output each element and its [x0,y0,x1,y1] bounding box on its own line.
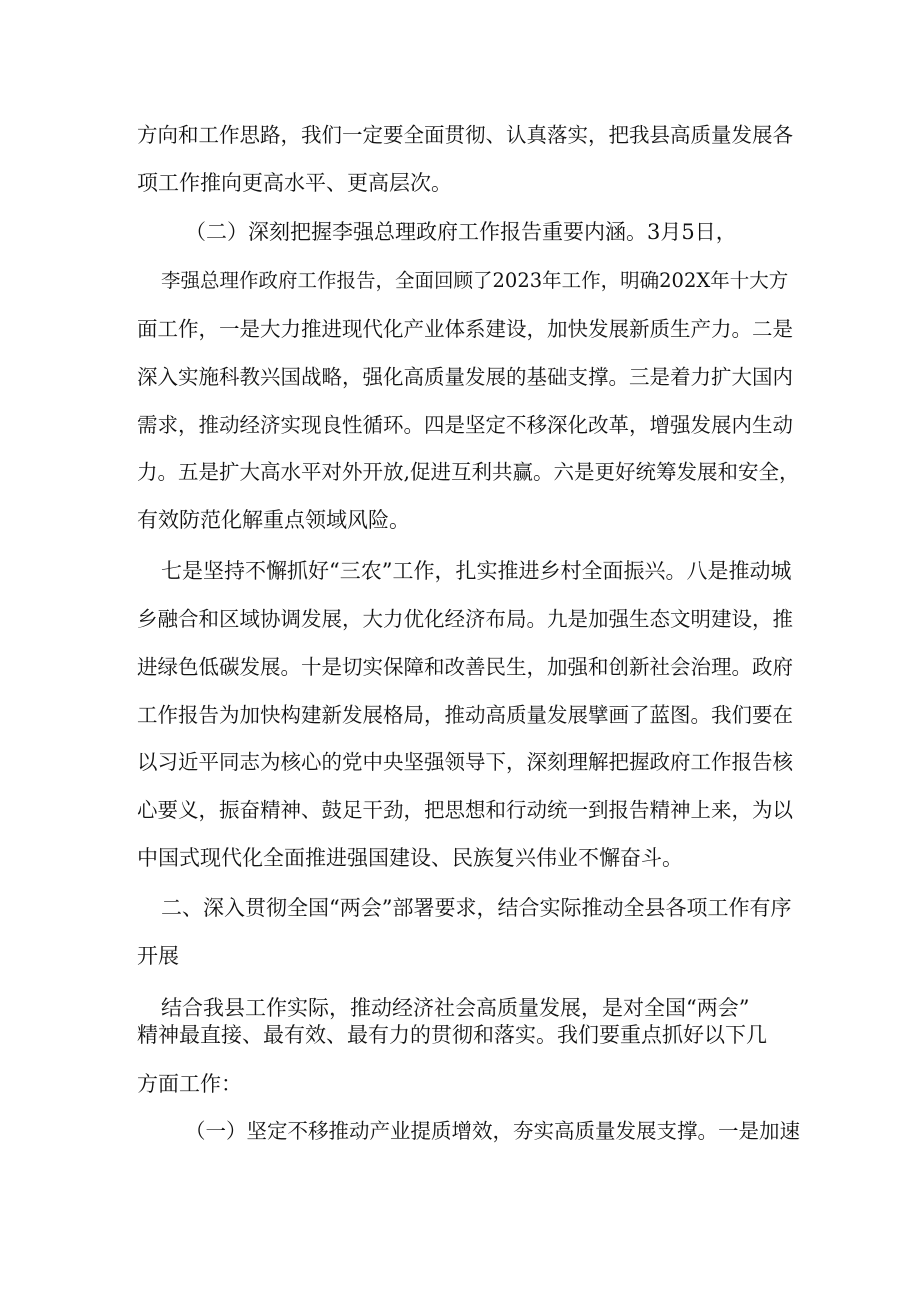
section-heading: （二）深刻把握李强总理政府工作报告重要内涵。3月5日， [185,220,737,244]
section-heading: 开展 [137,944,179,968]
paragraph-line: 中国式现代化全面推进强国建设、民族复兴伟业不懈奋斗。 [137,846,683,870]
paragraph-line: 力。五是扩大高水平对外开放,促进互利共赢。六是更好统筹发展和安全， [137,460,800,484]
paragraph-line: 需求，推动经济实现良性循环。四是坚定不移深化改革，增强发展内生动 [137,413,793,437]
section-heading: 二、深入贯彻全国“两会”部署要求，结合实际推动全县各项工作有序 [161,896,792,920]
paragraph-line: 乡融合和区域协调发展，大力优化经济布局。九是加强生态文明建设，推 [137,607,793,631]
paragraph-line: 心要义，振奋精神、鼓足干劲，把思想和行动统一到报告精神上来，为以 [137,798,793,822]
paragraph-line: 结合我县工作实际，推动经济社会高质量发展，是对全国“两会” [161,996,750,1020]
section-heading: （一）坚定不移推动产业提质增效，夯实高质量发展支撑。一是加速 [185,1119,800,1143]
paragraph-line: 李强总理作政府工作报告，全面回顾了2023年工作，明确202X年十大方 [161,269,789,292]
paragraph-line: 方面工作： [137,1072,242,1096]
paragraph-line: 方向和工作思路，我们一定要全面贯彻、认真落实，把我县高质量发展各 [137,123,793,147]
paragraph-line: 有效防范化解重点领域风险。 [137,508,410,532]
paragraph-line: 七是坚持不懈抓好“三农”工作，扎实推进乡村全面振兴。八是推动城 [161,559,792,583]
paragraph-line: 项工作推向更高水平、更高层次。 [137,171,452,195]
paragraph-line: 面工作，一是大力推进现代化产业体系建设，加快发展新质生产力。二是 [137,317,793,341]
paragraph-line: 工作报告为加快构建新发展格局，推动高质量发展擘画了蓝图。我们要在 [137,703,793,727]
paragraph-line: 深入实施科教兴国战略，强化高质量发展的基础支撑。三是着力扩大国内 [137,365,793,389]
paragraph-line: 精神最直接、最有效、最有力的贯彻和落实。我们要重点抓好以下几 [137,1023,767,1047]
paragraph-line: 进绿色低碳发展。十是切实保障和改善民生，加强和创新社会治理。政府 [137,655,793,679]
paragraph-line: 以习近平同志为核心的党中央坚强领导下，深刻理解把握政府工作报告核 [137,750,793,774]
